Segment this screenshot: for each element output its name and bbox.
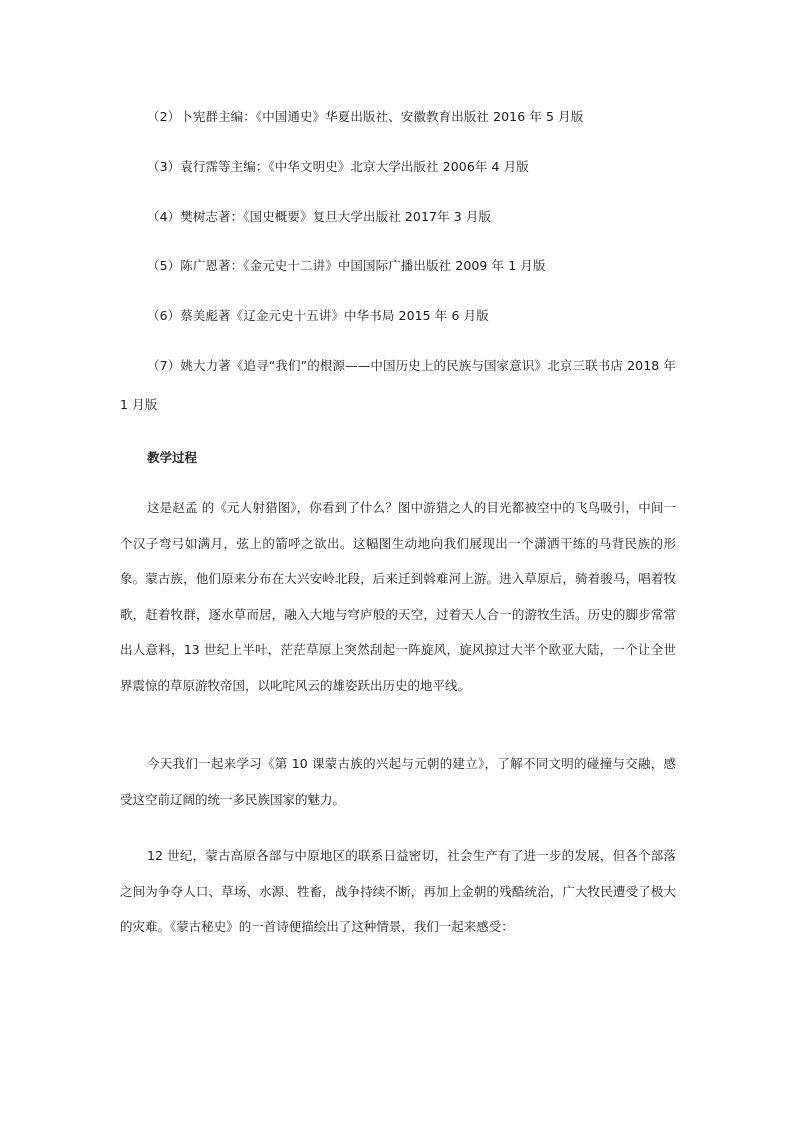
paragraph-intro: 这是赵孟 的《元人射猎图》，你看到了什么？图中游猎之人的目光都被空中的飞鸟吸引，中间一个汉子弯弓如满月，弦上的箭呼之欲出。这幅图生动地向我们展现出一个潇洒干练的马背民族的形象。蒙古族，他们原来分布在大兴安岭北段，后来迁到斡难河上游。进入草原后，骑着骏马，唱着牧歌，赶着牧群，逐水草而居，融入大地与穹庐般的天空，过着天人合一的游牧生活。历史的脚步常常出人意料，13 世纪上半叶，茫茫草原上突然刮起一阵旋风，旋风掠过大半个欧亚大陆，一个让全世界震惊的草原游牧帝国，以叱咤风云的雄姿跃出历史的地平线。 [120, 500, 676, 693]
reference-text: （5）陈广恩著：《金元史十二讲》中国国际广播出版社 2009 年 1 月版 [147, 258, 546, 273]
reference-text: （2）卜宪群主编：《中国通史》华夏出版社、安徽教育出版社 2016 年 5 月版 [147, 109, 584, 124]
reference-item-2 [120, 107, 680, 127]
reference-item-6 [120, 306, 680, 326]
reference-item-4 [120, 207, 680, 227]
reference-item-5 [120, 256, 680, 276]
reference-item-7: （7）姚大力著《追寻“我们”的根源——中国历史上的民族与国家意识》北京三联书店 2018 年 1 月版 [120, 358, 676, 412]
reference-text: （3）袁行霈等主编：《中华文明史》北京大学出版社 2006年 4 月版 [147, 159, 529, 174]
reference-item-3 [120, 157, 680, 177]
reference-text: （4）樊树志著：《国史概要》复旦大学出版社 2017年 3 月版 [147, 209, 492, 224]
section-heading: 教学过程 [147, 450, 198, 465]
reference-text: （6）蔡美彪著《辽金元史十五讲》中华书局 2015 年 6 月版 [147, 308, 489, 323]
paragraph-background: 12 世纪，蒙古高原各部与中原地区的联系日益密切，社会生产有了进一步的发展，但各个部落之间为争夺人口、草场、水源、牲畜，战争持续不断，再加上金朝的残酷统治，广大牧民遭受了极大的灾难。《蒙古秘史》的一首诗便描绘出了这种情景，我们一起来感受： [120, 848, 676, 934]
paragraph-lesson: 今天我们一起来学习《第 10 课蒙古族的兴起与元朝的建立》，了解不同文明的碰撞与交融，感受这空前辽阔的统一多民族国家的魅力。 [120, 756, 676, 807]
